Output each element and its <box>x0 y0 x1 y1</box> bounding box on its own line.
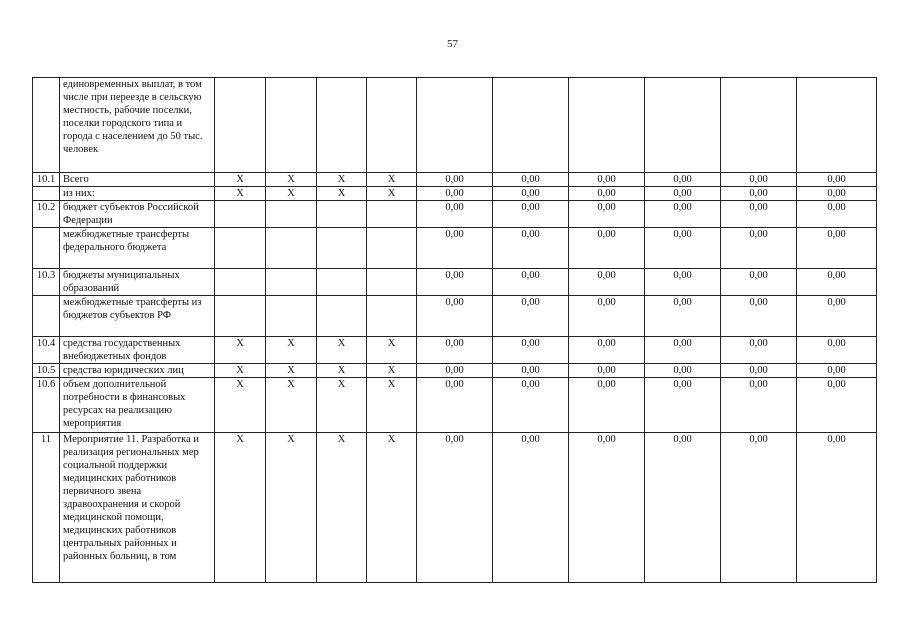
marker-cell <box>367 201 417 228</box>
value-cell: 0,00 <box>721 201 797 228</box>
value-cell: 0,00 <box>721 433 797 583</box>
value-cell: 0,00 <box>493 173 569 187</box>
marker-cell: Х <box>317 173 367 187</box>
value-cell: 0,00 <box>645 228 721 269</box>
row-description: объем дополнительной потребности в финансовых ресурсах на реализацию мероприятия <box>60 378 215 433</box>
marker-cell <box>317 296 367 337</box>
value-cell: 0,00 <box>721 296 797 337</box>
value-cell: 0,00 <box>493 378 569 433</box>
value-cell: 0,00 <box>645 187 721 201</box>
value-cell: 0,00 <box>721 378 797 433</box>
row-description: бюджет субъектов Российской Федерации <box>60 201 215 228</box>
value-cell: 0,00 <box>493 296 569 337</box>
value-cell: 0,00 <box>417 296 493 337</box>
row-number <box>33 228 60 269</box>
marker-cell <box>266 201 317 228</box>
row-description: межбюджетные трансферты федерального бюджета <box>60 228 215 269</box>
row-number <box>33 187 60 201</box>
row-number: 10.3 <box>33 269 60 296</box>
value-cell: 0,00 <box>797 201 877 228</box>
value-cell: 0,00 <box>493 187 569 201</box>
table-row <box>33 337 877 364</box>
table-row <box>33 296 877 337</box>
row-number: 10.4 <box>33 337 60 364</box>
marker-cell: Х <box>367 187 417 201</box>
value-cell: 0,00 <box>721 337 797 364</box>
value-cell: 0,00 <box>569 269 645 296</box>
marker-cell: Х <box>367 433 417 583</box>
row-number: 10.6 <box>33 378 60 433</box>
marker-cell: Х <box>266 337 317 364</box>
marker-cell: Х <box>266 433 317 583</box>
value-cell: 0,00 <box>493 364 569 378</box>
value-cell: 0,00 <box>797 337 877 364</box>
marker-cell <box>367 296 417 337</box>
marker-cell <box>317 78 367 173</box>
value-cell: 0,00 <box>417 378 493 433</box>
value-cell: 0,00 <box>721 228 797 269</box>
value-cell: 0,00 <box>417 433 493 583</box>
value-cell: 0,00 <box>721 173 797 187</box>
marker-cell: Х <box>266 187 317 201</box>
value-cell <box>493 78 569 173</box>
marker-cell <box>266 296 317 337</box>
value-cell: 0,00 <box>417 364 493 378</box>
value-cell: 0,00 <box>493 228 569 269</box>
marker-cell <box>367 269 417 296</box>
row-description: бюджеты муниципальных образований <box>60 269 215 296</box>
value-cell <box>645 78 721 173</box>
table-row <box>33 364 877 378</box>
marker-cell: Х <box>215 433 266 583</box>
marker-cell: Х <box>266 364 317 378</box>
value-cell: 0,00 <box>493 201 569 228</box>
marker-cell: Х <box>367 173 417 187</box>
marker-cell <box>367 78 417 173</box>
table-row <box>33 187 877 201</box>
marker-cell: Х <box>266 173 317 187</box>
value-cell <box>797 78 877 173</box>
value-cell: 0,00 <box>569 173 645 187</box>
value-cell: 0,00 <box>797 228 877 269</box>
marker-cell: Х <box>215 173 266 187</box>
value-cell: 0,00 <box>797 364 877 378</box>
row-number: 10.1 <box>33 173 60 187</box>
marker-cell <box>317 269 367 296</box>
value-cell: 0,00 <box>569 337 645 364</box>
row-number: 10.5 <box>33 364 60 378</box>
row-description: Всего <box>60 173 215 187</box>
value-cell: 0,00 <box>721 364 797 378</box>
value-cell: 0,00 <box>645 201 721 228</box>
value-cell <box>569 78 645 173</box>
table-row <box>33 173 877 187</box>
value-cell: 0,00 <box>569 187 645 201</box>
table-row <box>33 378 877 433</box>
marker-cell: Х <box>266 378 317 433</box>
marker-cell <box>215 269 266 296</box>
marker-cell: Х <box>317 433 367 583</box>
value-cell: 0,00 <box>417 187 493 201</box>
row-description: межбюджетные трансферты из бюджетов субъектов РФ <box>60 296 215 337</box>
value-cell: 0,00 <box>797 187 877 201</box>
value-cell: 0,00 <box>797 269 877 296</box>
value-cell: 0,00 <box>493 269 569 296</box>
value-cell <box>721 78 797 173</box>
value-cell: 0,00 <box>797 173 877 187</box>
marker-cell: Х <box>317 187 367 201</box>
value-cell: 0,00 <box>645 173 721 187</box>
marker-cell: Х <box>367 337 417 364</box>
marker-cell: Х <box>317 378 367 433</box>
marker-cell <box>266 228 317 269</box>
row-description: средства государственных внебюджетных фондов <box>60 337 215 364</box>
marker-cell <box>266 78 317 173</box>
value-cell: 0,00 <box>721 269 797 296</box>
row-description: из них: <box>60 187 215 201</box>
marker-cell <box>215 201 266 228</box>
value-cell: 0,00 <box>797 433 877 583</box>
row-description: единовременных выплат, в том числе при переезде в сельскую местность, рабочие поселки, поселки городского типа и города с населением до 50 тыс. человек <box>60 78 215 173</box>
row-number: 11 <box>33 433 60 583</box>
value-cell: 0,00 <box>645 296 721 337</box>
row-number <box>33 296 60 337</box>
marker-cell: Х <box>317 364 367 378</box>
value-cell: 0,00 <box>569 364 645 378</box>
value-cell: 0,00 <box>569 228 645 269</box>
budget-table <box>32 77 877 583</box>
value-cell: 0,00 <box>645 337 721 364</box>
row-number <box>33 78 60 173</box>
value-cell: 0,00 <box>569 378 645 433</box>
value-cell: 0,00 <box>417 337 493 364</box>
row-description: средства юридических лиц <box>60 364 215 378</box>
marker-cell: Х <box>367 364 417 378</box>
table-row <box>33 228 877 269</box>
marker-cell: Х <box>367 378 417 433</box>
value-cell: 0,00 <box>569 296 645 337</box>
marker-cell: Х <box>215 187 266 201</box>
value-cell: 0,00 <box>493 433 569 583</box>
marker-cell: Х <box>317 337 367 364</box>
budget-table-body <box>33 78 877 583</box>
value-cell: 0,00 <box>417 201 493 228</box>
marker-cell <box>215 78 266 173</box>
value-cell <box>417 78 493 173</box>
marker-cell: Х <box>215 364 266 378</box>
marker-cell <box>215 228 266 269</box>
value-cell: 0,00 <box>569 433 645 583</box>
value-cell: 0,00 <box>645 269 721 296</box>
value-cell: 0,00 <box>721 187 797 201</box>
row-number: 10.2 <box>33 201 60 228</box>
value-cell: 0,00 <box>645 364 721 378</box>
value-cell: 0,00 <box>797 378 877 433</box>
value-cell: 0,00 <box>645 378 721 433</box>
marker-cell <box>215 296 266 337</box>
row-description: Мероприятие 11. Разработка и реализация региональных мер социальной поддержки медицинских работников первичного звена здравоохранения и скорой медицинской помощи, медицинских работников центральных районных и районных больниц, в том <box>60 433 215 583</box>
table-row <box>33 433 877 583</box>
value-cell: 0,00 <box>417 269 493 296</box>
value-cell: 0,00 <box>417 173 493 187</box>
marker-cell <box>367 228 417 269</box>
table-row <box>33 269 877 296</box>
value-cell: 0,00 <box>797 296 877 337</box>
marker-cell: Х <box>215 378 266 433</box>
marker-cell <box>266 269 317 296</box>
value-cell: 0,00 <box>569 201 645 228</box>
value-cell: 0,00 <box>417 228 493 269</box>
marker-cell <box>317 228 367 269</box>
value-cell: 0,00 <box>645 433 721 583</box>
marker-cell: Х <box>215 337 266 364</box>
table-row <box>33 201 877 228</box>
page-number: 57 <box>447 38 458 50</box>
value-cell: 0,00 <box>493 337 569 364</box>
marker-cell <box>317 201 367 228</box>
table-row <box>33 78 877 173</box>
